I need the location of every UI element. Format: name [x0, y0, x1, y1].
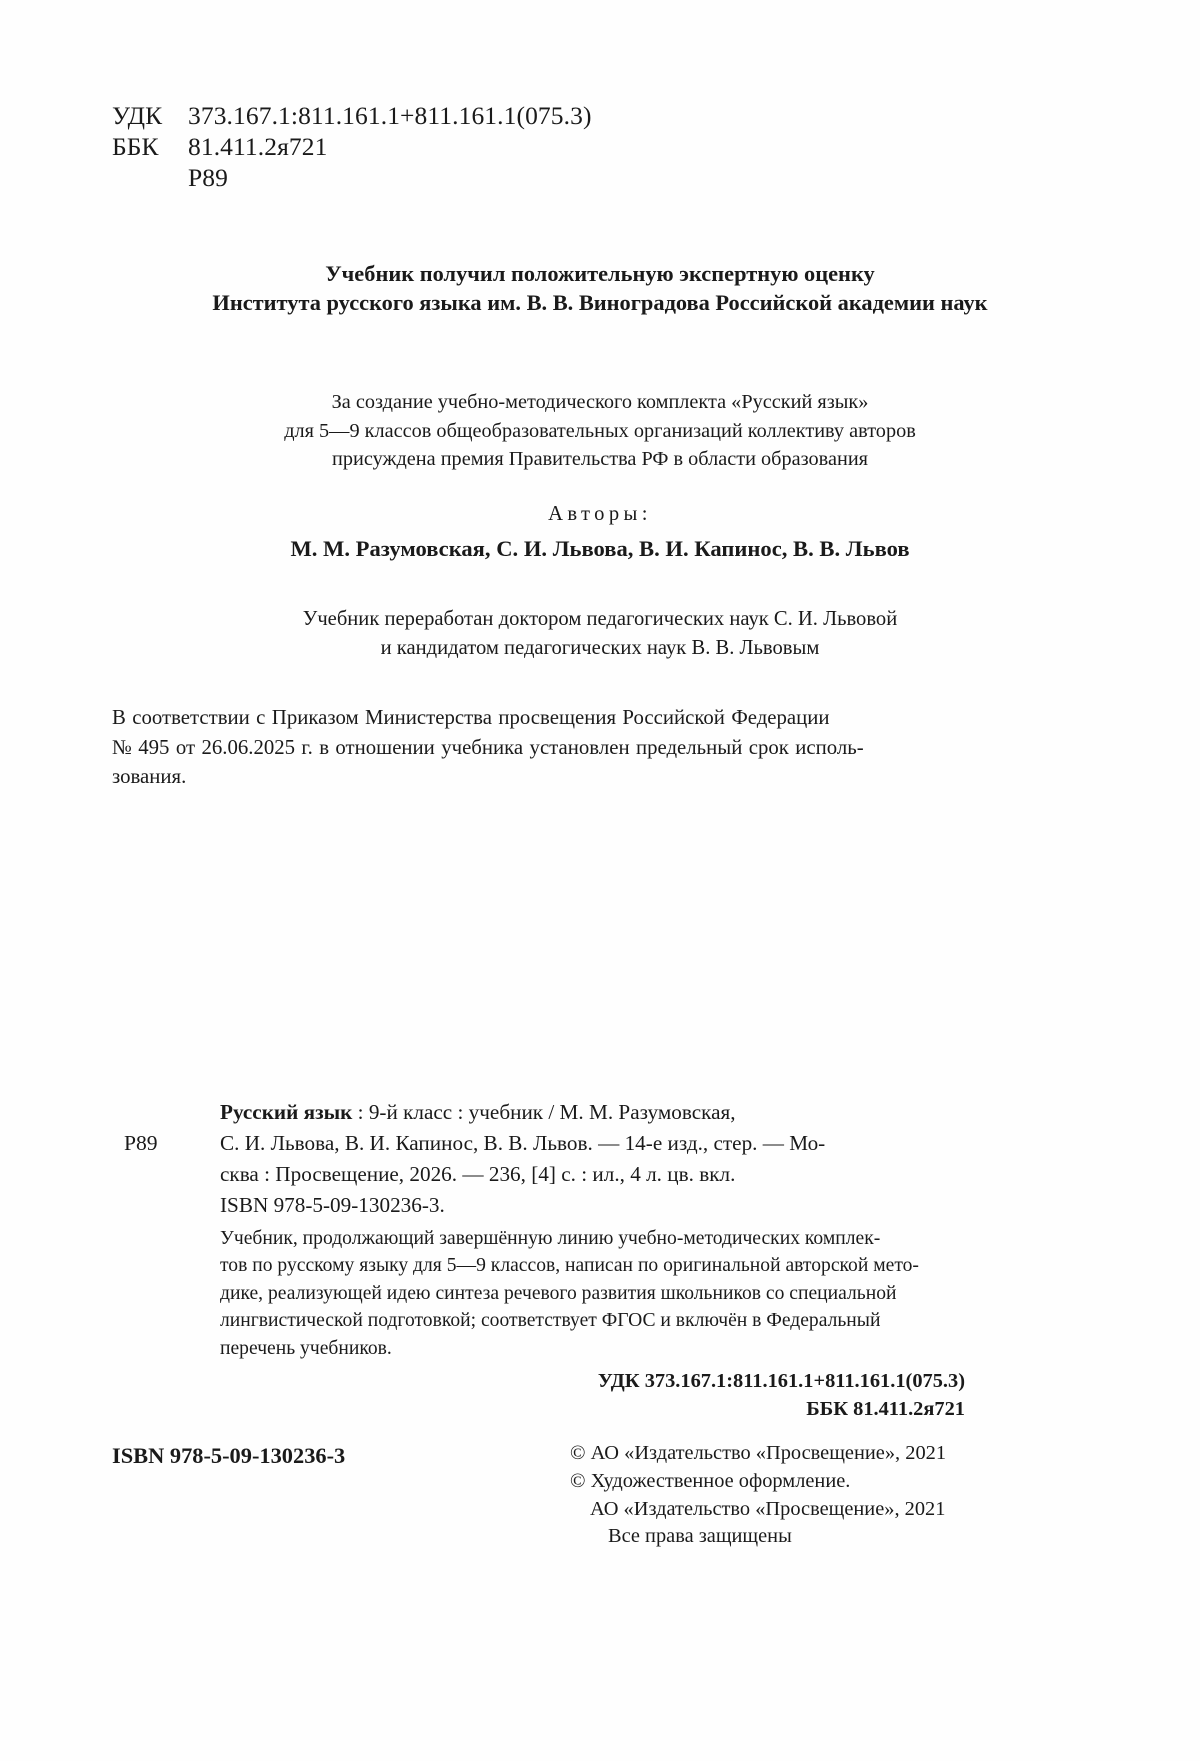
udk-value: 373.167.1:811.161.1+811.161.1(075.3)	[188, 101, 592, 130]
revision-line-2: и кандидатом педагогических наук В. В. Львовым	[380, 637, 820, 659]
cip-body	[220, 1097, 984, 1221]
cip-annotation-line-5: перечень учебников.	[220, 1337, 392, 1359]
cip-title-rest: : 9-й класс : учебник / М. М. Разумовская,	[352, 1100, 736, 1124]
cip-title-line	[220, 1097, 984, 1128]
cip-annotation-line-3: дике, реализующей идею синтеза речевого развития школьников со специальной	[220, 1282, 897, 1304]
bbk-label: ББК	[112, 132, 159, 161]
cip-annotation-line-4: лингвистической подготовкой; соответствует ФГОС и включён в Федеральный	[220, 1310, 881, 1332]
revision-note-block	[0, 605, 1200, 663]
copyright-line-2: © Художественное оформление.	[570, 1469, 851, 1492]
bbk-row	[112, 131, 592, 162]
copyright-line-4: Все права защищены	[608, 1525, 792, 1548]
cip-annotation-line-2: тов по русскому языку для 5—9 классов, написан по оригинальной авторской мето-	[220, 1255, 919, 1277]
copyright-line-1: © АО «Издательство «Просвещение», 2021	[570, 1442, 947, 1464]
udk-row	[112, 100, 592, 131]
copyright-line-3: АО «Издательство «Просвещение», 2021	[590, 1497, 946, 1520]
ministry-order-line-2: № 495 от 26.06.2025 г. в отношении учебника установлен предельный срок исполь-	[112, 735, 864, 759]
cip-annotation-line-1: Учебник, продолжающий завершённую линию учебно-методических комплек-	[220, 1228, 881, 1249]
award-line-2: для 5—9 классов общеобразовательных организаций коллективу авторов	[284, 419, 916, 442]
ministry-order-block	[112, 703, 974, 792]
sigla-row	[112, 162, 592, 193]
revision-line-1: Учебник переработан доктором педагогических наук С. И. Львовой	[302, 608, 898, 630]
udk-label: УДК	[112, 101, 163, 130]
classification-header	[112, 100, 592, 193]
expert-opinion-line-1: Учебник получил положительную экспертную оценку	[325, 261, 875, 286]
sigla-value: Р89	[188, 163, 228, 192]
cip-udk-code: УДК 373.167.1:811.161.1+811.161.1(075.3)	[597, 1370, 965, 1393]
copyright-block	[570, 1440, 990, 1551]
award-line-1: За создание учебно-методического комплекта «Русский язык»	[331, 391, 869, 413]
cip-title: Русский язык	[220, 1100, 353, 1124]
expert-opinion-line-2: Института русского языка им. В. В. Виноградова Российской академии наук	[212, 290, 988, 315]
ministry-order-line-3: зования.	[112, 765, 187, 788]
cip-line-3: сква : Просвещение, 2026. — 236, [4] с. : ил., 4 л. цв. вкл.	[220, 1162, 736, 1186]
cip-line-2: С. И. Львова, В. И. Капинос, В. В. Львов. — 14-е изд., стер. — Мо-	[220, 1131, 826, 1155]
award-block	[0, 388, 1200, 474]
authors-label: Авторы:	[548, 503, 652, 525]
isbn-footer: ISBN 978-5-09-130236-3	[112, 1443, 346, 1468]
cip-bbk-code: ББК 81.411.2я721	[806, 1397, 965, 1420]
ministry-order-line-1: В соответствии с Приказом Министерства просвещения Российской Федерации	[112, 706, 830, 729]
expert-opinion-block	[0, 259, 1200, 317]
cip-annotation	[220, 1225, 965, 1362]
bbk-value: 81.411.2я721	[188, 132, 328, 161]
cip-codes	[220, 1368, 965, 1423]
authors-names: М. М. Разумовская, С. И. Львова, В. И. Капинос, В. В. Львов	[290, 536, 910, 561]
cip-sigla: Р89	[124, 1131, 158, 1155]
sigla-spacer	[112, 162, 188, 193]
award-line-3: присуждена премия Правительства РФ в области образования	[331, 448, 869, 470]
cip-block	[124, 1097, 984, 1423]
cip-isbn-line: ISBN 978-5-09-130236-3.	[220, 1193, 445, 1217]
